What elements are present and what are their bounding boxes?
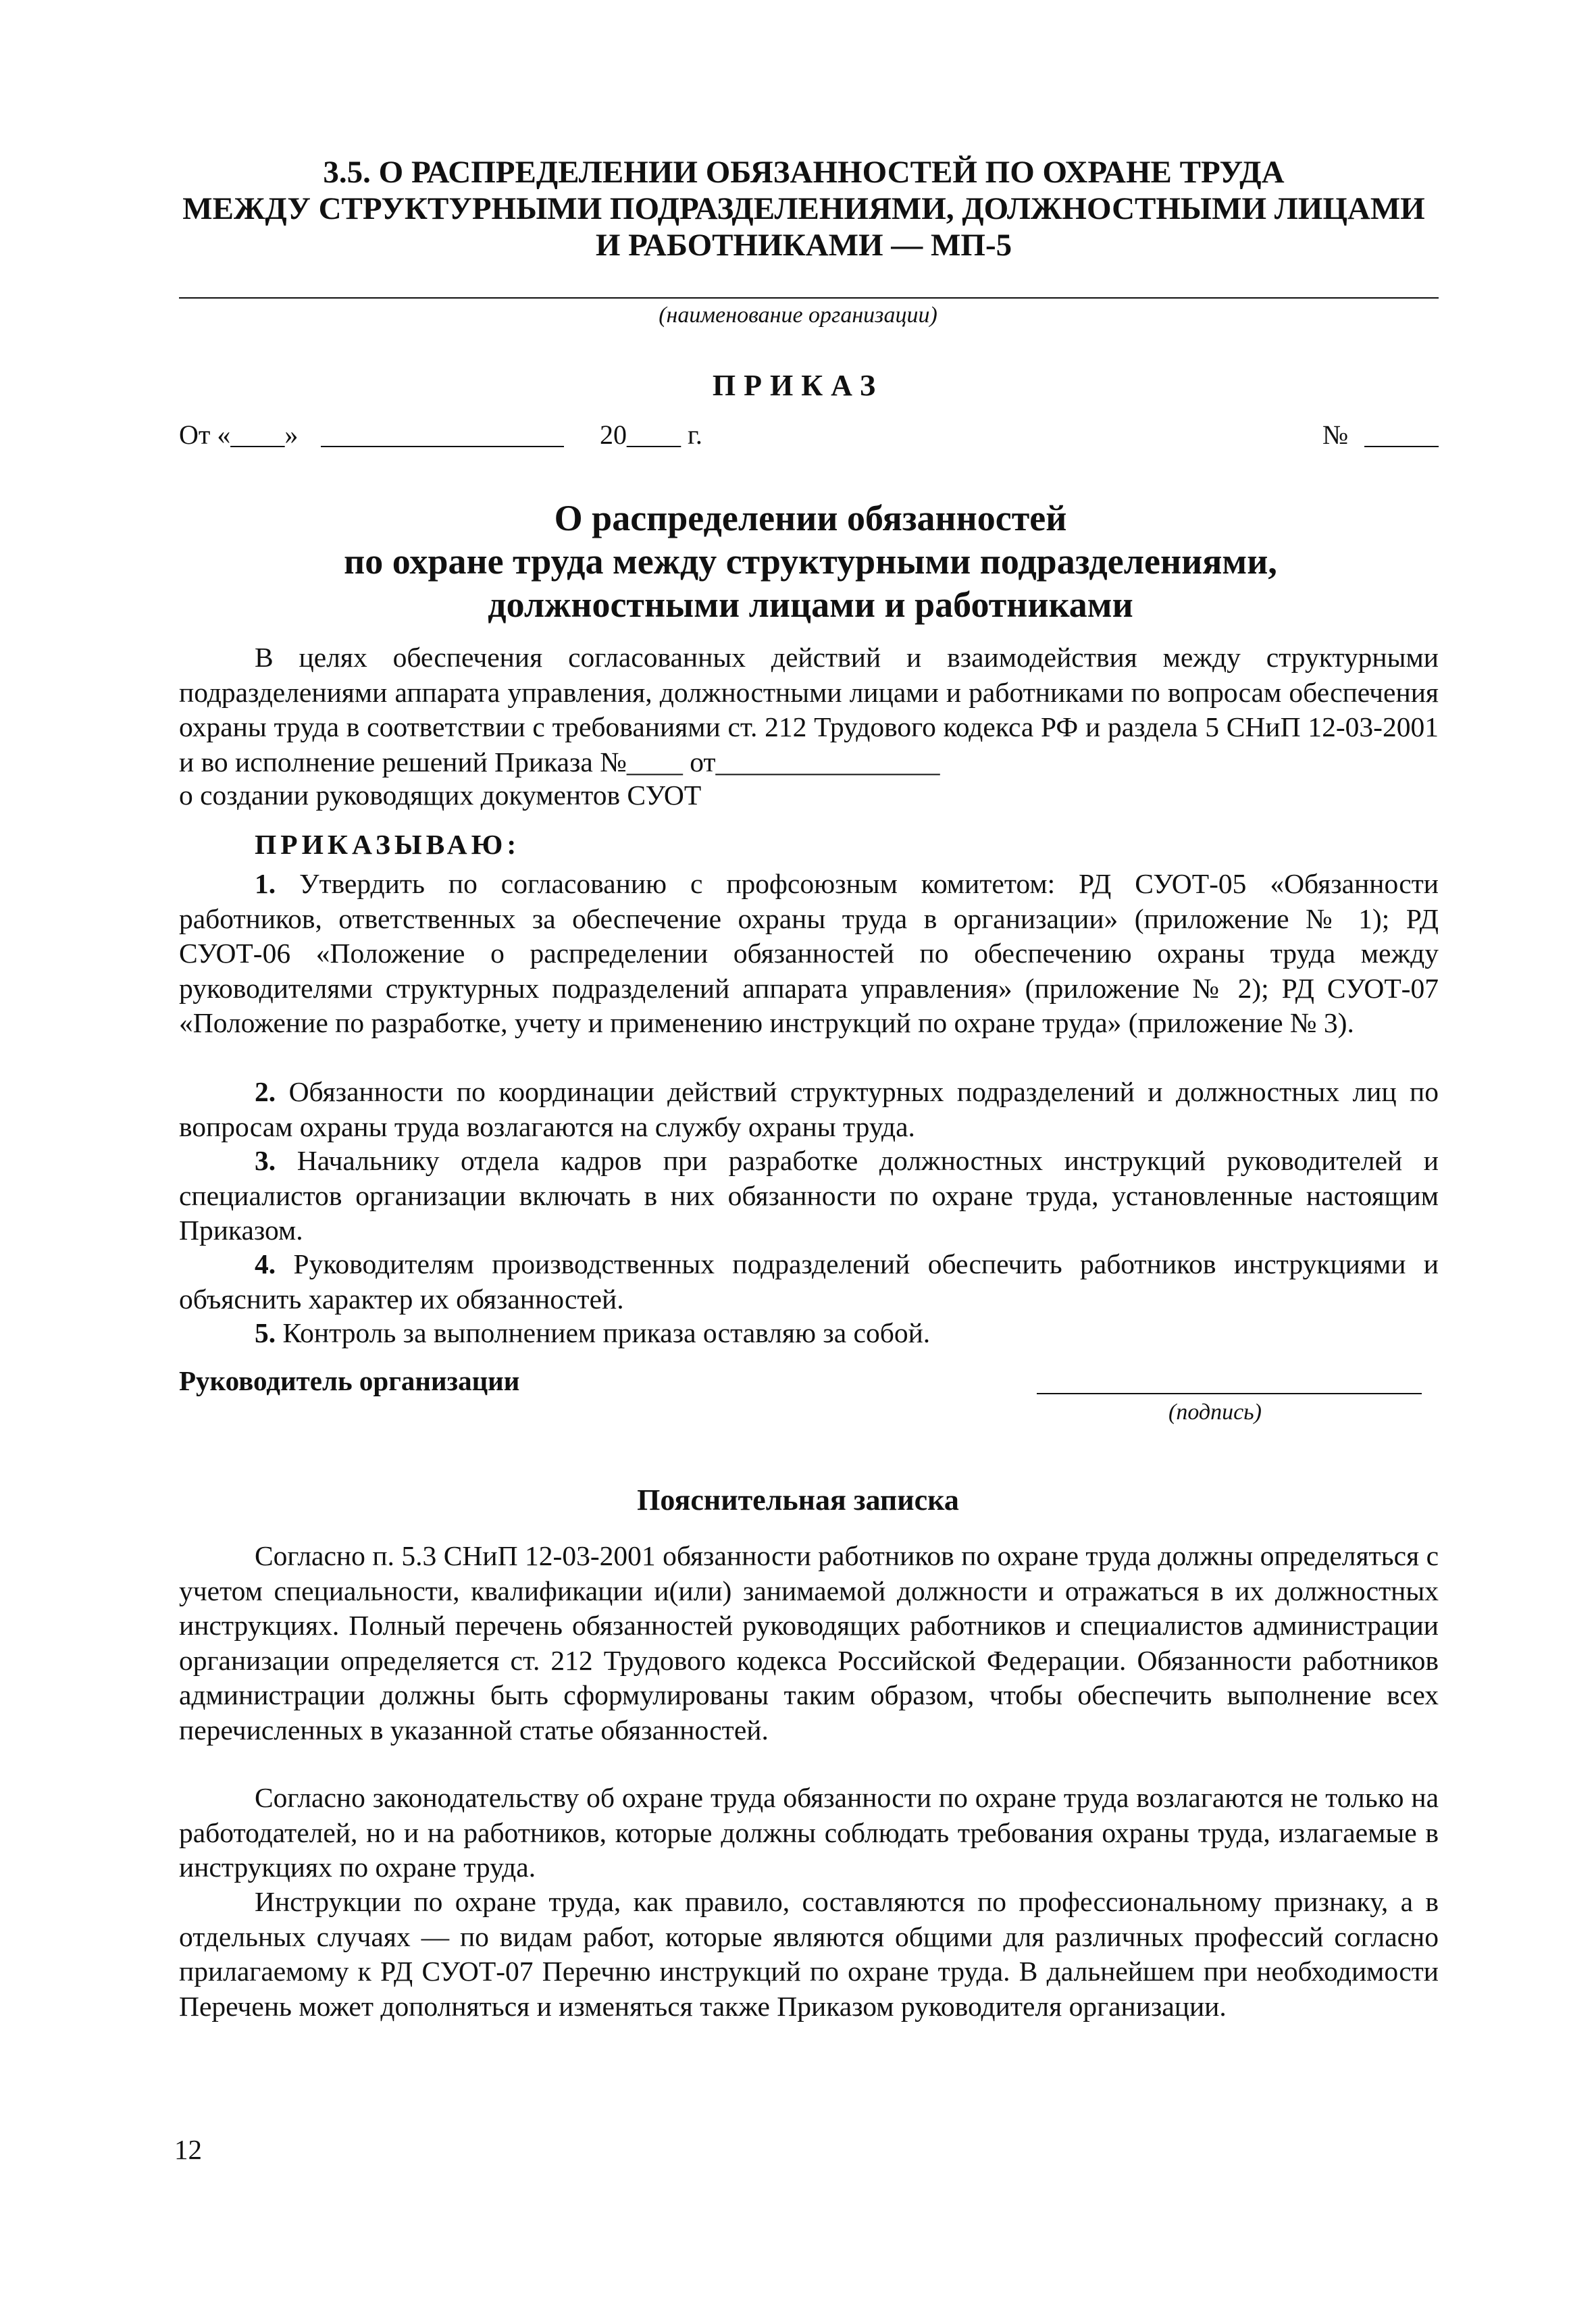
order-word-text: ПРИКАЗЫВАЮ: [255,829,521,860]
order-item-2 [179,1075,1439,1144]
order-item-5 [179,1316,1439,1351]
order-item-3 [179,1144,1439,1248]
section-heading-line-2: МЕЖДУ СТРУКТУРНЫМИ ПОДРАЗДЕЛЕНИЯМИ, ДОЛЖНОСТНЫМИ ЛИЦАМИ [182,191,1425,226]
order-item-4 [179,1247,1439,1317]
note-paragraph-2: Согласно законодательству об охране труда обязанности по охране труда возлагаются не только на работодателей, но и на работников, которые должны соблюдать требования охраны труда, излагаемые в инструкциях по охране труда. [179,1782,1439,1883]
signature-label: Руководитель организации [179,1365,520,1396]
order-number-blank [1364,446,1439,447]
note-title: Пояснительная записка [637,1483,959,1517]
order-item-5-number: 5. [255,1317,276,1348]
order-item-4-number: 4. [255,1248,276,1279]
order-title: ПРИКАЗ [712,369,884,402]
order-item-1-text: Утвердить по согласованию с профсоюзным комитетом: РД СУОТ-05 «Обязанности работников, ответственных за обеспечение охраны труда в организации» (приложение № 1); РД СУОТ-06 «Положение о распределении обязанностей по обеспечению охраны труда между руководителями структурных подразделений аппарата управления» (приложение № 2); РД СУОТ-07 «Положение по разработке, учету и применению инструкций по охране труда» (приложение № 3). [179,868,1439,1038]
order-item-2-text: Обязанности по координации действий структурных подразделений и должностных лиц по вопросам охраны труда возлагаются на службу охраны труда. [179,1076,1439,1142]
order-item-1-number: 1. [255,868,276,899]
order-date-from: От «____» [179,420,299,450]
section-heading [169,154,1439,263]
preamble-end: о создании руководящих документов СУОТ [179,780,702,811]
order-item-2-number: 2. [255,1076,276,1107]
section-heading-line-3: И РАБОТНИКАМИ — МП-5 [595,228,1012,263]
order-item-1 [179,867,1439,1041]
section-heading-line-1: 3.5. О РАСПРЕДЕЛЕНИИ ОБЯЗАННОСТЕЙ ПО ОХРАНЕ ТРУДА [323,155,1285,190]
order-item-3-text: Начальнику отдела кадров при разработке должностных инструкций руководителей и специалистов организации включать в них обязанности по охране труда, установленные настоящим Приказом. [179,1145,1439,1246]
page-number: 12 [174,2134,202,2165]
preamble [179,640,1439,780]
organization-name-line [179,297,1439,299]
order-subject-line-3: должностными лицами и работниками [488,584,1133,625]
order-subject [203,497,1418,626]
note-paragraph-1: Согласно п. 5.3 СНиП 12-03-2001 обязанности работников по охране труда должны определяться с учетом специальности, квалификации и(или) занимаемой должности и отражаться в их должностных инструкциях. Полный перечень обязанностей руководящих работников и специалистов администрации организации определяется ст. 212 Трудового кодекса Российской Федерации. Обязанности работников администрации должны быть сформулированы таким образом, чтобы обеспечить выполнение всех перечисленных в указанной статье обязанностей. [179,1540,1439,1746]
order-item-5-text: Контроль за выполнением приказа оставляю за собой. [282,1317,931,1348]
order-date-year: 20____ г. [600,420,702,450]
order-item-4-text: Руководителям производственных подразделений обеспечить работников инструкциями и объяснить характер их обязанностей. [179,1248,1439,1315]
preamble-text: В целях обеспечения согласованных действий и взаимодействия между структурными подразделениями аппарата управления, должностными лицами и работниками по вопросам обеспечения охраны труда в соответствии с требованиями ст. 212 Трудового кодекса РФ и раздела 5 СНиП 12-03-2001 и во исполнение решений Приказа №____ от________________ [179,642,1439,778]
organization-caption: (наименование организации) [659,303,937,328]
order-date-blank [321,446,564,447]
order-subject-line-2: по охране труда между структурными подразделениями, [344,541,1277,582]
order-item-3-number: 3. [255,1145,276,1176]
signature-caption: (подпись) [1168,1400,1262,1425]
signature-line [1037,1393,1422,1394]
note-paragraph-3: Инструкции по охране труда, как правило, составляются по профессиональному признаку, а в отдельных случаях — по видам работ, которые являются общими для различных профессий согласно прилагаемому к РД СУОТ-07 Перечню инструкций по охране труда. В дальнейшем при необходимости Перечень может дополняться и изменяться также Приказом руководителя организации. [179,1886,1439,2022]
order-word [255,828,520,863]
order-subject-line-1: О распределении обязанностей [554,498,1067,538]
order-number-label: № [1322,420,1349,450]
